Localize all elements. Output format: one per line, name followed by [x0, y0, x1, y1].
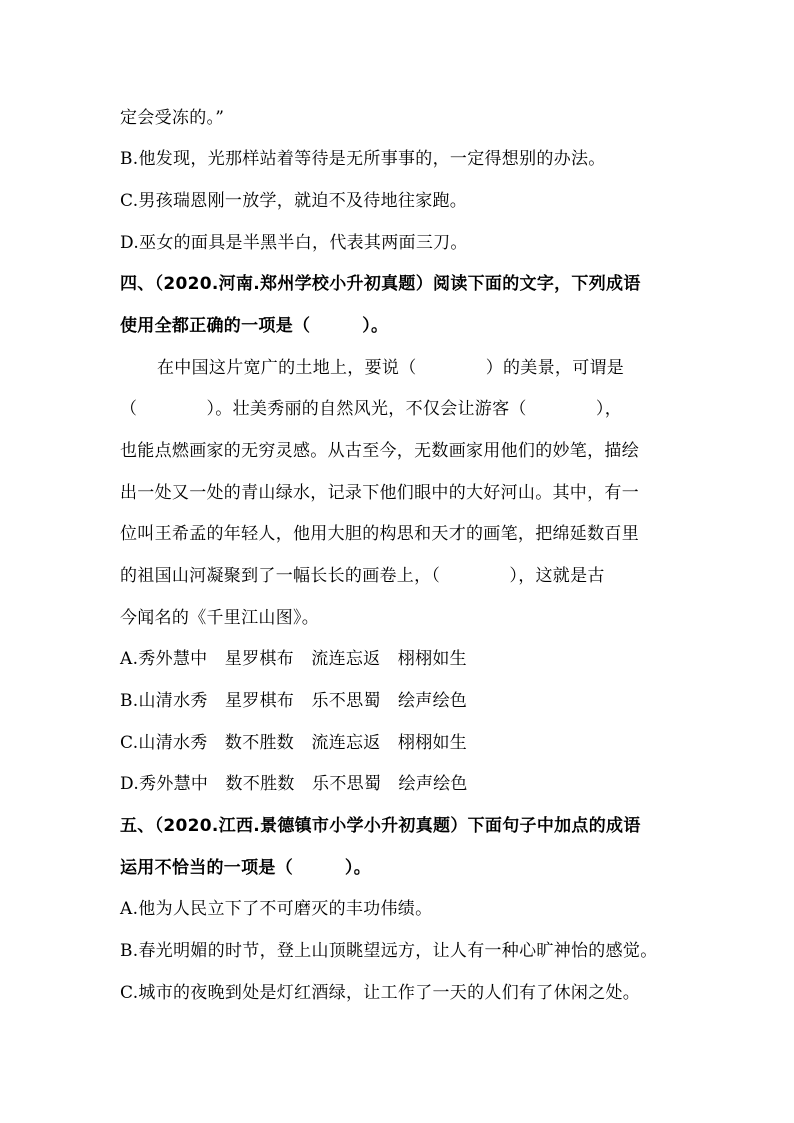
question-5-title-line2: 运用不恰当的一项是（ ）。	[120, 858, 371, 878]
passage-line-4: 出一处又一处的青山绿水，记录下他们眼中的大好河山。其中，有一	[120, 483, 639, 503]
question-4-title-line1: 四、（2020.河南.郑州学校小升初真题）阅读下面的文字，下列成语	[120, 274, 641, 294]
option-c: C.男孩瑞恩刚一放学，就迫不及待地往家跑。	[120, 191, 468, 211]
question-4-option-a: A.秀外慧中 星罗棋布 流连忘返 栩栩如生	[120, 649, 467, 669]
question-4-title-line2: 使用全都正确的一项是（ ）。	[120, 316, 389, 336]
passage-line-3: 也能点燃画家的无穷灵感。从古至今，无数画家用他们的妙笔，描绘	[120, 441, 639, 461]
question-5-option-c: C.城市的夜晚到处是灯红酒绿，让工作了一天的人们有了休闲之处。	[120, 983, 641, 1003]
passage-line-1: 在中国这片宽广的土地上，要说（ ）的美景，可谓是	[157, 358, 625, 378]
option-d: D.巫女的面具是半黑半白，代表其两面三刀。	[120, 233, 468, 253]
continuation-line: 定会受冻的。”	[120, 108, 225, 128]
passage-line-7: 今闻名的《千里江山图》。	[120, 608, 320, 628]
passage-line-5: 位叫王希孟的年轻人，他用大胆的构思和天才的画笔，把绵延数百里	[120, 524, 639, 544]
passage-line-6: 的祖国山河凝聚到了一幅长长的画卷上，（ ），这就是古	[120, 566, 605, 586]
passage-line-2: （ ）。壮美秀丽的自然风光，不仅会让游客（ ），	[120, 399, 622, 419]
question-5-title-line1: 五、（2020.江西.景德镇市小学小升初真题）下面句子中加点的成语	[120, 816, 641, 836]
question-4-option-d: D.秀外慧中 数不胜数 乐不思蜀 绘声绘色	[120, 774, 468, 794]
question-4-option-b: B.山清水秀 星罗棋布 乐不思蜀 绘声绘色	[120, 691, 468, 711]
question-5-option-b: B.春光明媚的时节，登上山顶眺望远方，让人有一种心旷神怡的感觉。	[120, 941, 658, 961]
question-5-option-a: A.他为人民立下了不可磨灭的丰功伟绩。	[120, 899, 433, 919]
option-b: B.他发现，光那样站着等待是无所事事的，一定得想别的办法。	[120, 149, 606, 169]
question-4-option-c: C.山清水秀 数不胜数 流连忘返 栩栩如生	[120, 733, 468, 753]
